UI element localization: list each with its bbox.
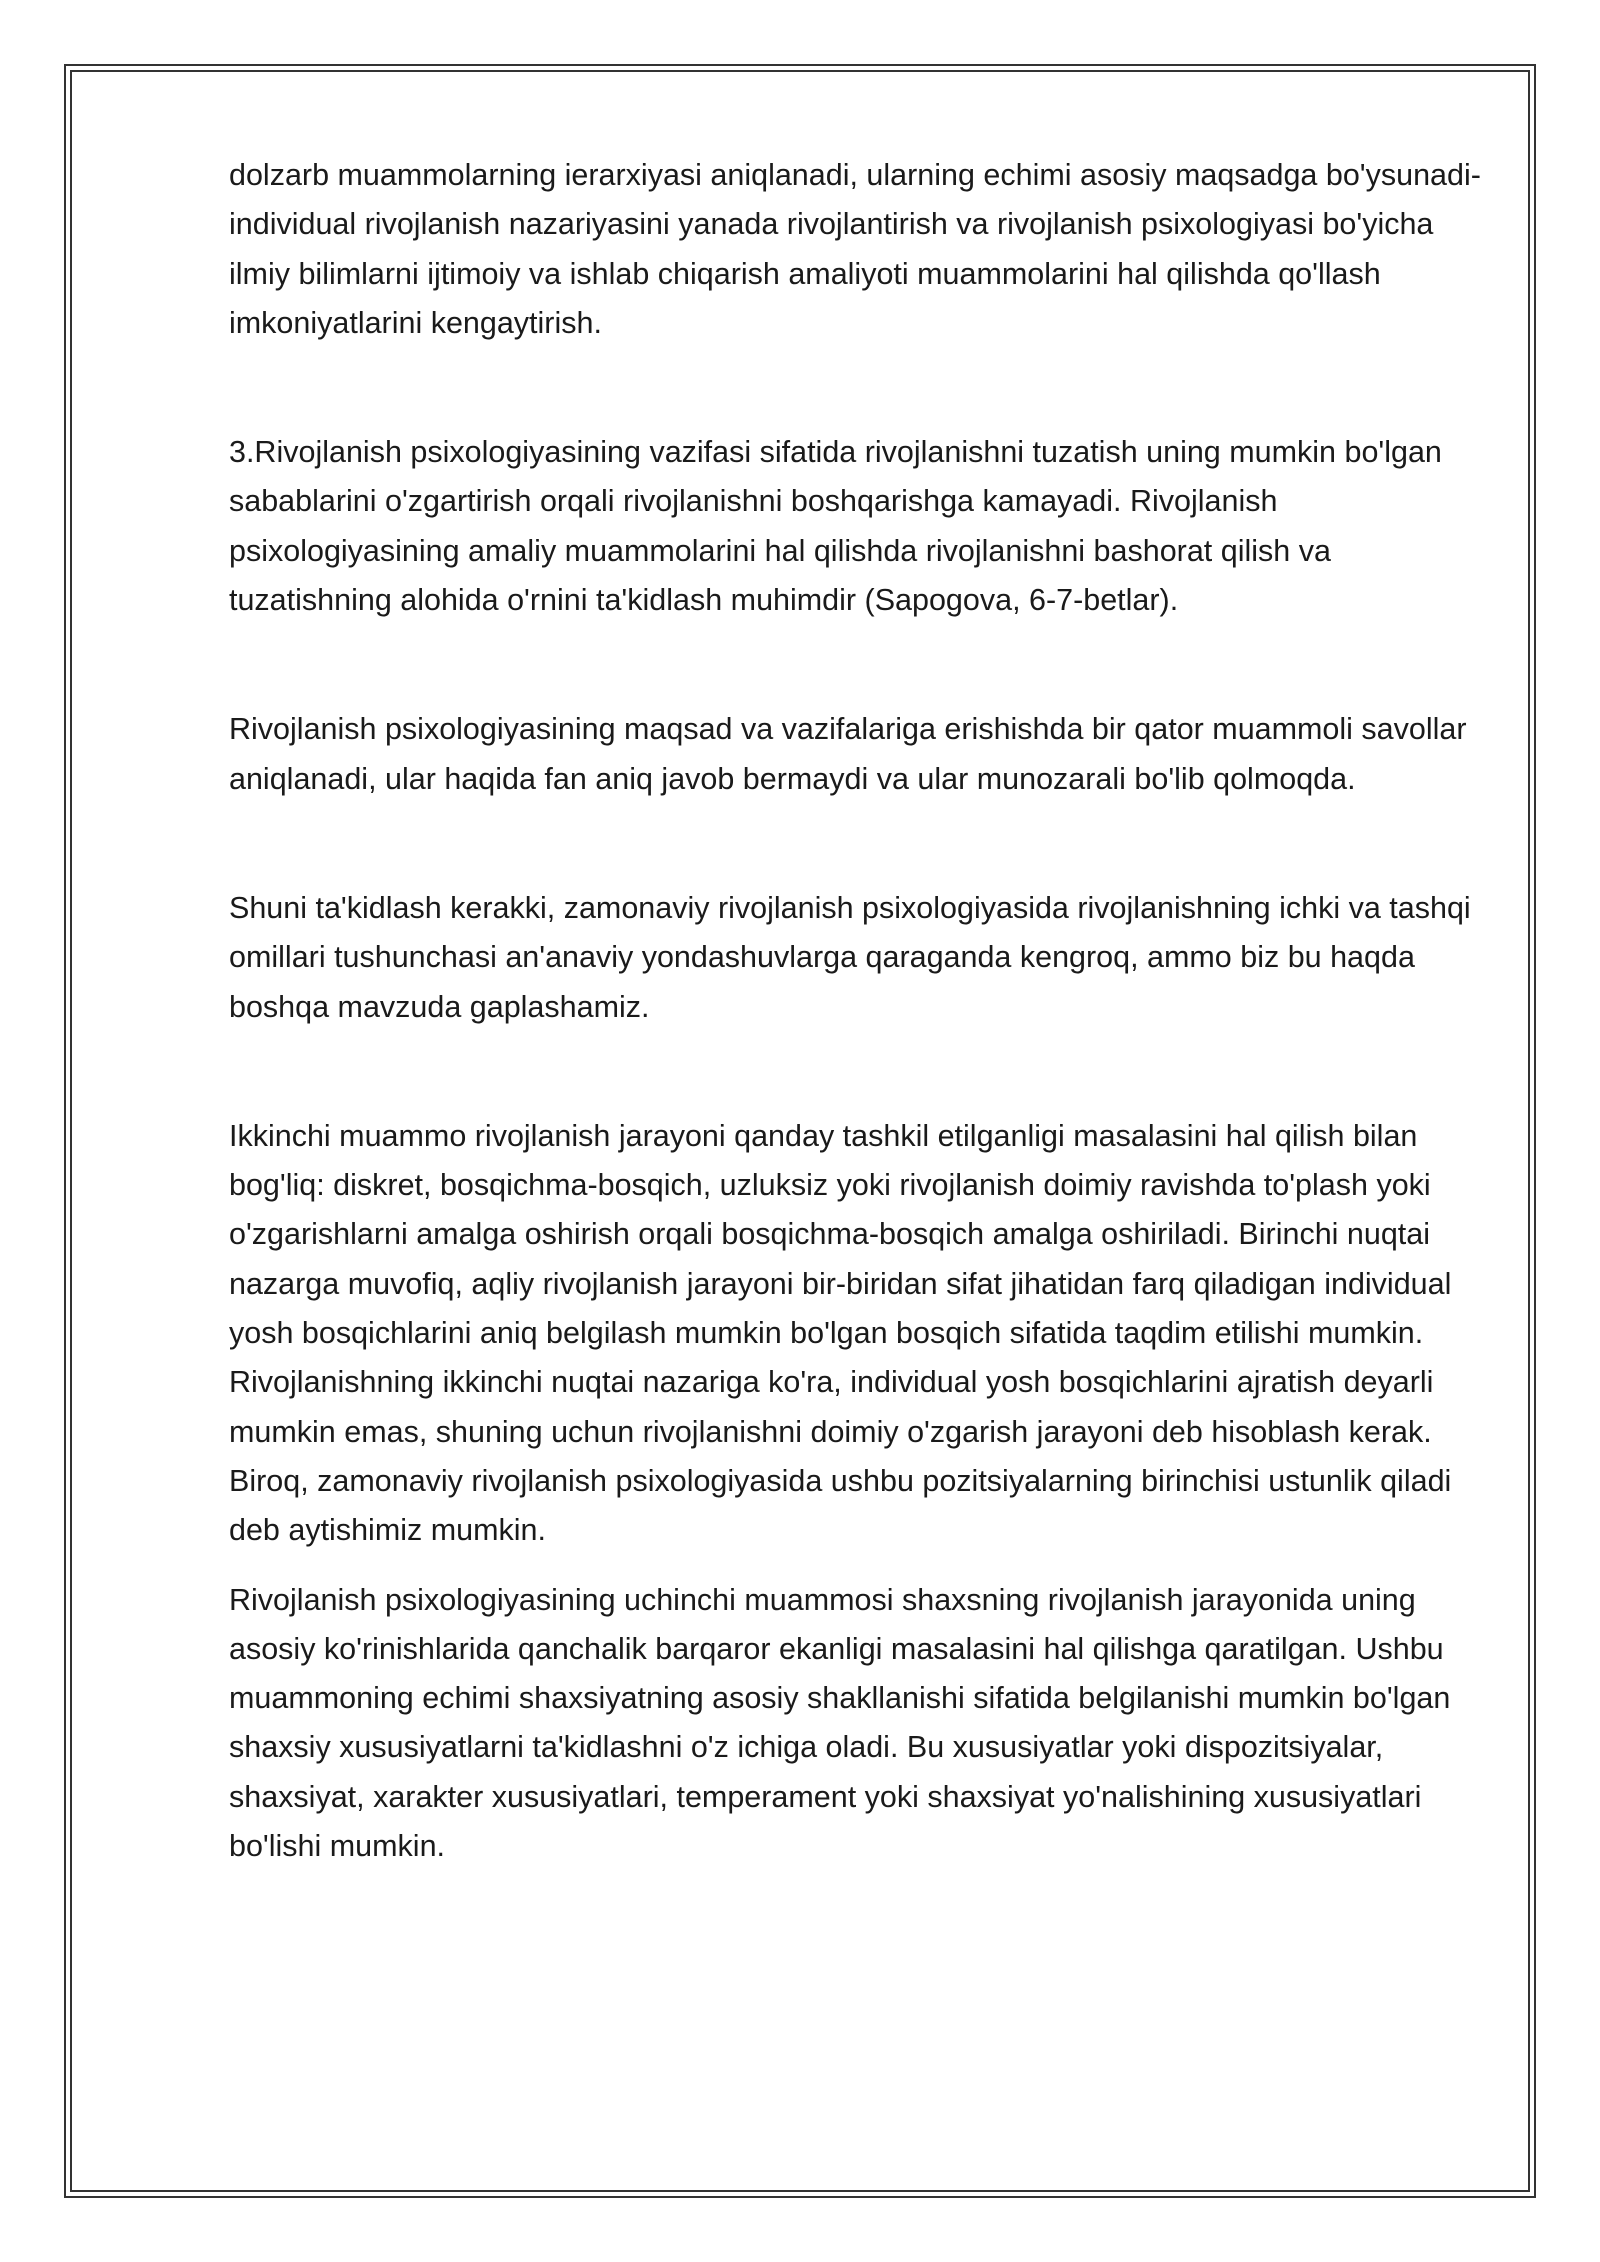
- document-body: [229, 151, 1489, 1871]
- paragraph-6: Rivojlanish psixologiyasining uchinchi muammosi shaxsning rivojlanish jarayonida uning asosiy ko'rinishlarida qanchalik barqaror ekanligi masalasini hal qilishga qaratilgan. Ushbu muammoning echimi shaxsiyatning asosiy shakllanishi sifatida belgilanishi mumkin bo'lgan shaxsiy xususiyatlarni ta'kidlashni o'z ichiga oladi. Bu xususiyatlar yoki dispozitsiyalar, shaxsiyat, xarakter xususiyatlari, temperament yoki shaxsiyat yo'nalishining xususiyatlari bo'lishi mumkin.: [229, 1582, 1451, 1864]
- paragraph-1: dolzarb muammolarning ierarxiyasi aniqlanadi, ularning echimi asosiy maqsadga bo'ysunadi-individual rivojlanish nazariyasini yanada rivojlantirish va rivojlanish psixologiyasi bo'yicha ilmiy bilimlarni ijtimoiy va ishlab chiqarish amaliyoti muammolarini hal qilishda qo'llash imkoniyatlarini kengaytirish.: [229, 158, 1481, 340]
- paragraph-4: Shuni ta'kidlash kerakki, zamonaviy rivojlanish psixologiyasida rivojlanishning ichki va tashqi omillari tushunchasi an'anaviy yondashuvlarga qaraganda kengroq, ammo biz bu haqda boshqa mavzuda gaplashamiz.: [229, 890, 1471, 1024]
- paragraph-5: Ikkinchi muammo rivojlanish jarayoni qanday tashkil etilganligi masalasini hal qilish bilan bog'liq: diskret, bosqichma-bosqich, uzluksiz yoki rivojlanish doimiy ravishda to'plash yoki o'zgarishlarni amalga oshirish orqali bosqichma-bosqich amalga oshiriladi. Birinchi nuqtai nazarga muvofiq, aqliy rivojlanish jarayoni bir-biridan sifat jihatidan farq qiladigan individual yosh bosqichlarini aniq belgilash mumkin bo'lgan bosqich sifatida taqdim etilishi mumkin. Rivojlanishning ikkinchi nuqtai nazariga ko'ra, individual yosh bosqichlarini ajratish deyarli mumkin emas, shuning uchun rivojlanishni doimiy o'zgarish jarayoni deb hisoblash kerak. Biroq, zamonaviy rivojlanish psixologiyasida ushbu pozitsiyalarning birinchisi ustunlik qiladi deb aytishimiz mumkin.: [229, 1118, 1452, 1548]
- paragraph-2: 3.Rivojlanish psixologiyasining vazifasi sifatida rivojlanishni tuzatish uning mumkin bo'lgan sabablarini o'zgartirish orqali rivojlanishni boshqarishga kamayadi. Rivojlanish psixologiyasining amaliy muammolarini hal qilishda rivojlanishni bashorat qilish va tuzatishning alohida o'rnini ta'kidlash muhimdir (Sapogova, 6-7-betlar).: [229, 435, 1442, 618]
- paragraph-3: Rivojlanish psixologiyasining maqsad va vazifalariga erishishda bir qator muammoli savollar aniqlanadi, ular haqida fan aniq javob bermaydi va ular munozarali bo'lib qolmoqda.: [229, 712, 1467, 796]
